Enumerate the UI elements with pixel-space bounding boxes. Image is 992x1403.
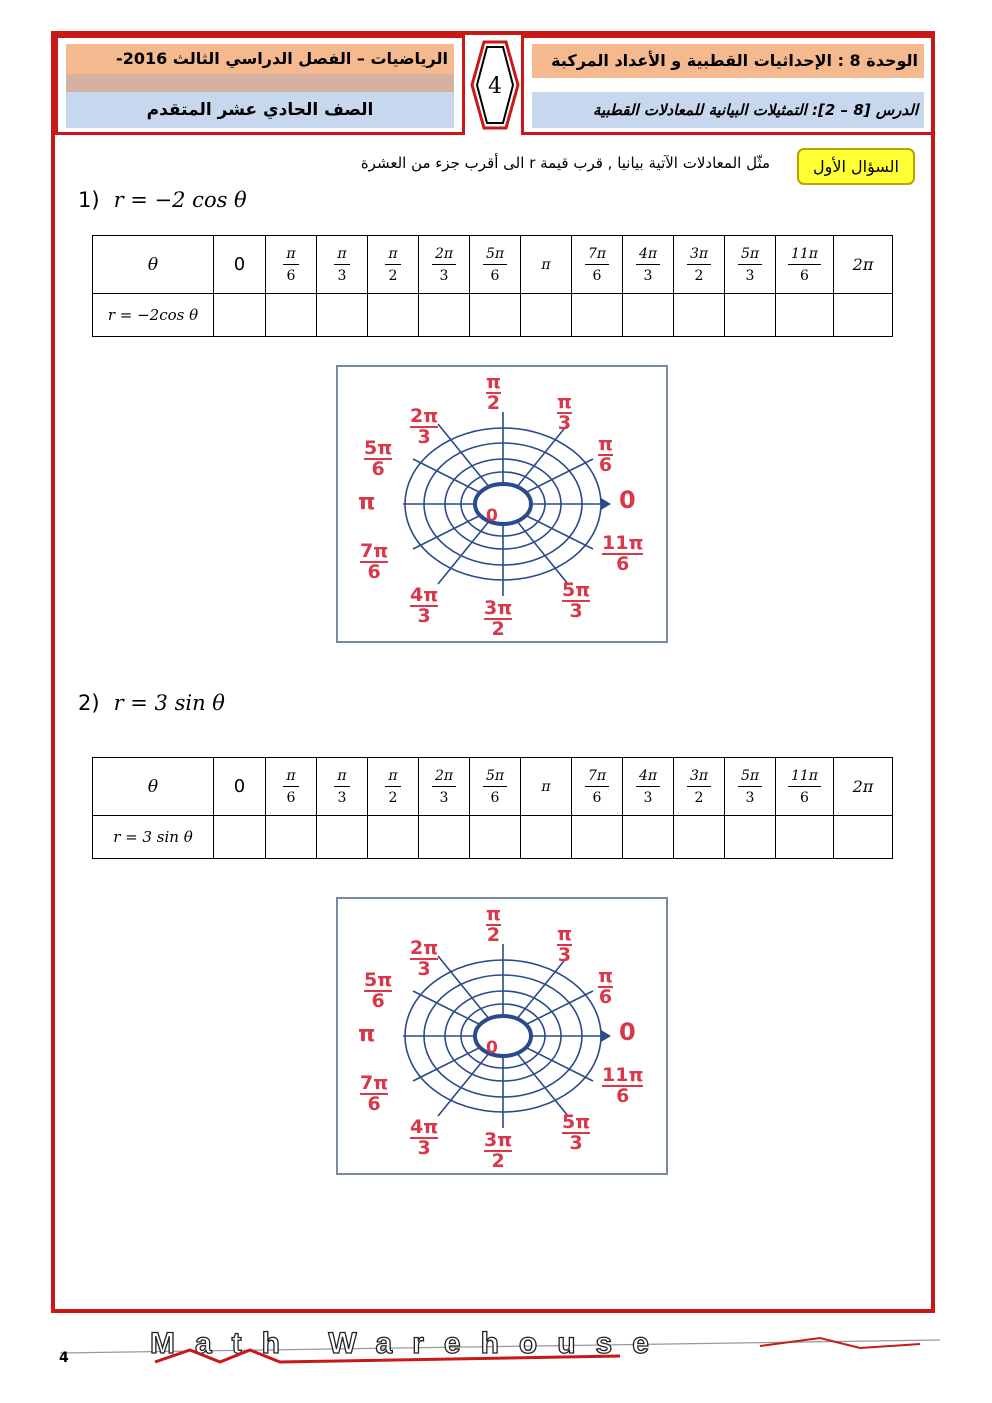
angle-label-2pi-3: 2π 3: [410, 405, 439, 448]
angle-cell: $\frac{2\pi}{3}$: [419, 236, 470, 294]
angle-label-11pi-6: 11π 6: [602, 532, 644, 575]
angle-label-7pi-6: 7π 6: [360, 1072, 389, 1115]
answer-cell[interactable]: [214, 816, 266, 859]
angle-cell: π: [521, 236, 572, 294]
problem-1-number: 1): [78, 188, 100, 212]
angle-label-pi-2: π 2: [486, 903, 502, 946]
angle-cell: $\frac{3\pi}{2}$: [674, 758, 725, 816]
answer-cell[interactable]: [419, 294, 470, 337]
angle-cell: $\frac{\pi}{2}$: [368, 758, 419, 816]
question-label: السؤال الأول: [797, 148, 915, 185]
problem-2-formula: r = 3 sin θ: [113, 691, 225, 715]
angle-cell: $\frac{7\pi}{6}$: [572, 758, 623, 816]
r-row-label: r = −2cos θ: [93, 294, 214, 337]
angle-cell: $\frac{2\pi}{3}$: [419, 758, 470, 816]
origin-label: 0: [486, 1038, 498, 1058]
answer-cell[interactable]: [521, 294, 572, 337]
angle-label-pi: π: [358, 1022, 376, 1047]
problem-2-equation: [78, 691, 225, 715]
answer-cell[interactable]: [470, 816, 521, 859]
angle-cell: $\frac{4\pi}{3}$: [623, 236, 674, 294]
angle-cell: $\frac{5\pi}{3}$: [725, 236, 776, 294]
problem-1-value-table: [92, 235, 893, 337]
answer-cell[interactable]: [419, 816, 470, 859]
theta-header: θ: [93, 236, 214, 294]
unit-header: [521, 35, 935, 135]
angle-label-pi-6: π 6: [598, 433, 614, 476]
angle-label-5pi-3: 5π 3: [562, 1111, 591, 1154]
grade-title: الصف الحادي عشر المتقدم: [66, 92, 454, 128]
answer-cell[interactable]: [214, 294, 266, 337]
theta-header: θ: [93, 758, 214, 816]
answer-cell[interactable]: [572, 816, 623, 859]
math-warehouse-logo: [60, 1326, 940, 1366]
angle-label-3pi-2: 3π 2: [484, 1129, 513, 1172]
angle-cell: $\frac{3\pi}{2}$: [674, 236, 725, 294]
answer-cell[interactable]: [623, 816, 674, 859]
answer-cell[interactable]: [834, 816, 893, 859]
angle-label-pi-3: π 3: [557, 923, 573, 966]
problem-2-number: 2): [78, 691, 100, 715]
angle-cell: 2π: [834, 236, 893, 294]
angle-cell: $\frac{4\pi}{3}$: [623, 758, 674, 816]
angle-label-0: 0: [619, 486, 636, 514]
angle-cell: $\frac{\pi}{2}$: [368, 236, 419, 294]
page-badge: [470, 40, 520, 130]
answer-cell[interactable]: [317, 294, 368, 337]
angle-label-5pi-3: 5π 3: [562, 579, 591, 622]
angle-label-pi-6: π 6: [598, 965, 614, 1008]
angle-label-7pi-6: 7π 6: [360, 540, 389, 583]
angle-label-pi-3: π 3: [557, 391, 573, 434]
angle-cell: 0: [214, 236, 266, 294]
angle-label-11pi-6: 11π 6: [602, 1064, 644, 1107]
answer-cell[interactable]: [674, 816, 725, 859]
angle-cell: $\frac{5\pi}{6}$: [470, 758, 521, 816]
angle-cell: $\frac{7\pi}{6}$: [572, 236, 623, 294]
logo-text: Math Warehouse: [150, 1327, 669, 1360]
angle-label-0: 0: [619, 1018, 636, 1046]
answer-cell[interactable]: [521, 816, 572, 859]
angle-label-5pi-6: 5π 6: [364, 969, 393, 1012]
r-row-label: r = 3 sin θ: [93, 816, 214, 859]
angle-cell: $\frac{5\pi}{3}$: [725, 758, 776, 816]
angle-cell: π: [521, 758, 572, 816]
answer-cell[interactable]: [572, 294, 623, 337]
angle-label-3pi-2: 3π 2: [484, 597, 513, 640]
angle-label-4pi-3: 4π 3: [410, 584, 439, 627]
answer-cell[interactable]: [776, 816, 834, 859]
answer-cell[interactable]: [834, 294, 893, 337]
polar-grid-2: [336, 897, 668, 1175]
footer-page-number: 4: [59, 1350, 69, 1366]
answer-cell[interactable]: [368, 294, 419, 337]
angle-cell: $\frac{\pi}{3}$: [317, 758, 368, 816]
header-divider-band: [66, 74, 454, 92]
angle-cell: $\frac{\pi}{6}$: [266, 236, 317, 294]
page-badge-number: 4: [488, 74, 502, 99]
answer-cell[interactable]: [266, 816, 317, 859]
problem-1-equation: [78, 188, 247, 212]
answer-cell[interactable]: [266, 294, 317, 337]
angle-label-4pi-3: 4π 3: [410, 1116, 439, 1159]
answer-cell[interactable]: [725, 294, 776, 337]
problem-2-value-table: [92, 757, 893, 859]
answer-cell[interactable]: [368, 816, 419, 859]
angle-cell: 0: [214, 758, 266, 816]
angle-label-pi-2: π 2: [486, 371, 502, 414]
angle-cell: $\frac{\pi}{3}$: [317, 236, 368, 294]
answer-cell[interactable]: [776, 294, 834, 337]
angle-cell: $\frac{\pi}{6}$: [266, 758, 317, 816]
course-title: الرياضيات – الفصل الدراسي الثالث 2016-: [66, 44, 454, 74]
angle-cell: $\frac{5\pi}{6}$: [470, 236, 521, 294]
course-header: [55, 35, 465, 135]
angle-label-pi: π: [358, 490, 376, 515]
unit-title: الوحدة 8 : الإحداثيات القطبية و الأعداد المركبة: [532, 44, 924, 78]
answer-cell[interactable]: [623, 294, 674, 337]
angle-cell: 2π: [834, 758, 893, 816]
origin-label: 0: [486, 506, 498, 526]
answer-cell[interactable]: [725, 816, 776, 859]
question-instruction: مثّل المعادلات الآتية بيانيا , قرب قيمة r الى أقرب جزء من العشرة: [360, 154, 770, 172]
angle-cell: $\frac{11\pi}{6}$: [776, 236, 834, 294]
problem-1-formula: r = −2 cos θ: [113, 188, 247, 212]
angle-label-2pi-3: 2π 3: [410, 937, 439, 980]
answer-cell[interactable]: [470, 294, 521, 337]
lesson-title: الدرس [8 – 2]: التمثيلات البيانية للمعادلات القطبية: [532, 92, 924, 128]
answer-cell[interactable]: [674, 294, 725, 337]
angle-label-5pi-6: 5π 6: [364, 437, 393, 480]
angle-cell: $\frac{11\pi}{6}$: [776, 758, 834, 816]
polar-grid-1: [336, 365, 668, 643]
answer-cell[interactable]: [317, 816, 368, 859]
